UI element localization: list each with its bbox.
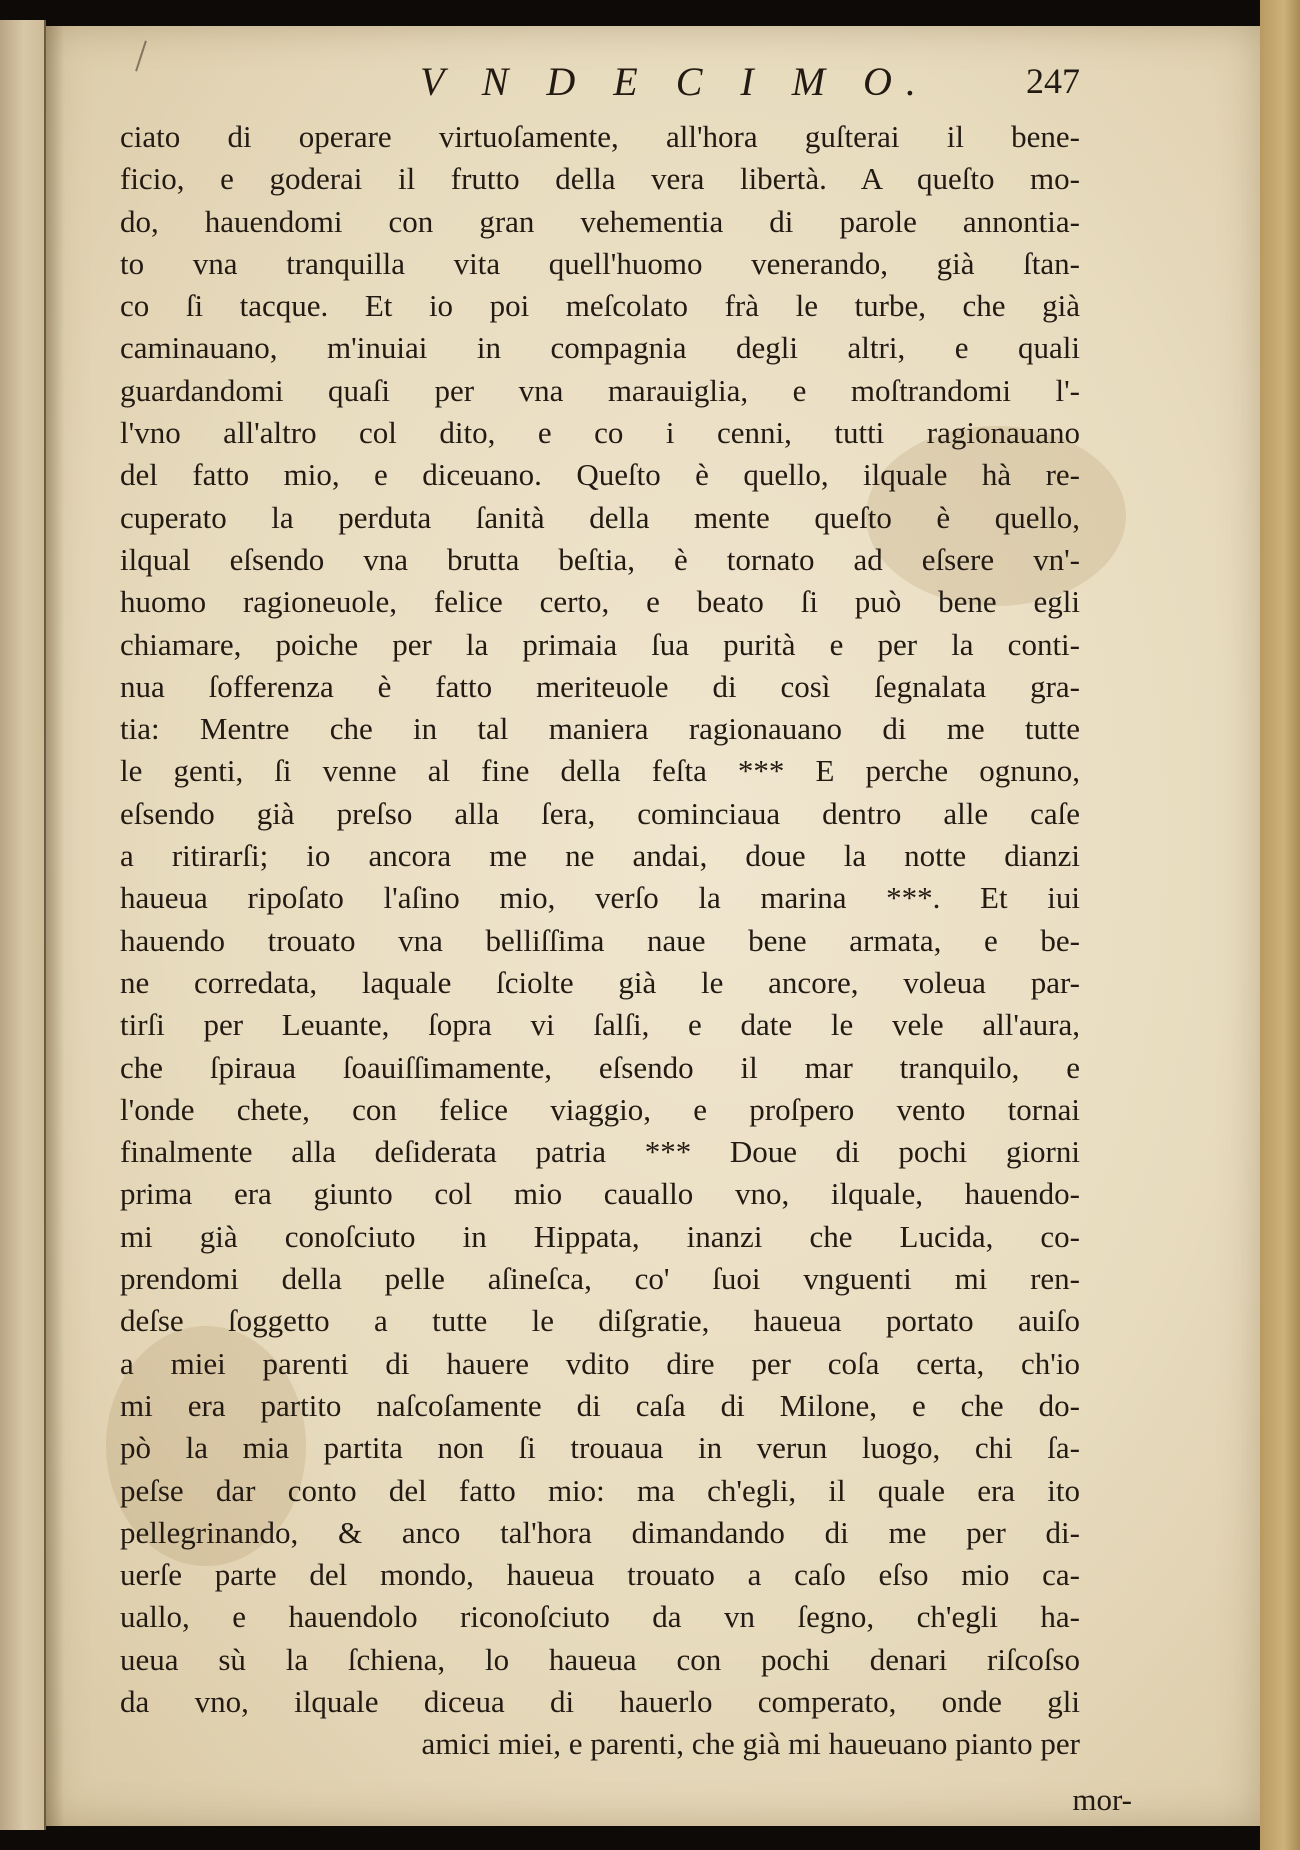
text-line: da vno, ilquale diceua di hauerlo comperato, onde gli <box>120 1683 1080 1719</box>
text-line: do, hauendomi con gran vehementia di parole annontia- <box>120 203 1080 239</box>
text-line: pò la mia partita non ſi trouaua in verun luogo, chi ſa- <box>120 1430 1080 1466</box>
body-text <box>120 116 1080 1766</box>
text-line: a ritirarſi; io ancora me ne andai, doue la notte dianzi <box>120 838 1080 874</box>
text-line: l'onde chete, con felice viaggio, e proſpero vento tornai <box>120 1091 1080 1127</box>
text-line: hauendo trouato vna belliſſima naue bene armata, e be- <box>120 922 1080 958</box>
text-line: a miei parenti di hauere vdito dire per coſa certa, ch'io <box>120 1345 1080 1381</box>
text-line: l'vno all'altro col dito, e co i cenni, tutti ragionauano <box>120 415 1080 451</box>
text-line: finalmente alla deſiderata patria *** Doue di pochi giorni <box>120 1134 1080 1170</box>
text-line: le genti, ſi venne al fine della feſta *** E perche ognuno, <box>120 753 1080 789</box>
text-line: mi già conoſciuto in Hippata, inanzi che Lucida, co- <box>120 1218 1080 1254</box>
text-line: uerſe parte del mondo, haueua trouato a caſo eſso mio ca- <box>120 1557 1080 1593</box>
text-line: caminauano, m'inuiai in compagnia degli altri, e quali <box>120 330 1080 366</box>
text-line: prima era giunto col mio cauallo vno, ilquale, hauendo- <box>120 1176 1080 1212</box>
catchword: mor- <box>1072 1782 1132 1817</box>
text-line: huomo ragioneuole, felice certo, e beato ſi può bene egli <box>120 584 1080 620</box>
facing-page-edge <box>0 20 46 1830</box>
text-line: amici miei, e parenti, che già mi haueuano pianto per <box>421 1726 1080 1762</box>
gutter-shadow <box>46 26 64 1826</box>
text-line: ciato di operare virtuoſamente, all'hora guſterai il bene- <box>120 119 1080 154</box>
text-line: prendomi della pelle aſineſca, co' ſuoi vnguenti mi ren- <box>120 1261 1080 1297</box>
text-line: nua ſofferenza è fatto meriteuole di così ſegnalata gra- <box>120 668 1080 704</box>
text-line: tirſi per Leuante, ſopra vi ſalſi, e date le vele all'aura, <box>120 1007 1080 1043</box>
text-line: ne corredata, laquale ſciolte già le ancore, voleua par- <box>120 964 1080 1000</box>
text-line: peſse dar conto del fatto mio: ma ch'egli, il quale era ito <box>120 1472 1080 1508</box>
text-line: to vna tranquilla vita quell'huomo venerando, già ſtan- <box>120 245 1080 281</box>
text-line: mi era partito naſcoſamente di caſa di Milone, e che do- <box>120 1387 1080 1423</box>
text-line: che ſpiraua ſoauiſſimamente, eſsendo il mar tranquilo, e <box>120 1049 1080 1085</box>
text-line: del fatto mio, e diceuano. Queſto è quello, ilquale hà re- <box>120 457 1080 493</box>
text-line: uallo, e hauendolo riconoſciuto da vn ſegno, ch'egli ha- <box>120 1599 1080 1635</box>
text-line: co ſi tacque. Et io poi meſcolato frà le turbe, che già <box>120 288 1080 324</box>
binding-board-edge <box>1260 0 1300 1850</box>
running-title: V N D E C I M O. <box>420 59 930 104</box>
text-line: ficio, e goderai il frutto della vera libertà. A queſto mo- <box>120 161 1080 197</box>
page-header <box>120 58 1080 108</box>
text-line: ueua sù la ſchiena, lo haueua con pochi denari riſcoſso <box>120 1641 1080 1677</box>
text-line: cuperato la perduta ſanità della mente queſto è quello, <box>120 499 1080 535</box>
text-line: haueua ripoſato l'aſino mio, verſo la marina ***. Et iui <box>120 880 1080 916</box>
text-line: ilqual eſsendo vna brutta beſtia, è tornato ad eſsere vn'- <box>120 541 1080 577</box>
page-number: 247 <box>1026 61 1080 101</box>
text-line: deſse ſoggetto a tutte le diſgratie, haueua portato auiſo <box>120 1303 1080 1339</box>
text-line: guardandomi quaſi per vna marauiglia, e moſtrandomi l'- <box>120 372 1080 408</box>
text-line: chiamare, poiche per la primaia ſua purità e per la conti- <box>120 626 1080 662</box>
text-line: tia: Mentre che in tal maniera ragionauano di me tutte <box>120 711 1080 747</box>
text-line: pellegrinando, & anco tal'hora dimandando di me per di- <box>120 1514 1080 1550</box>
text-line: eſsendo già preſso alla ſera, cominciaua dentro alle caſe <box>120 795 1080 831</box>
